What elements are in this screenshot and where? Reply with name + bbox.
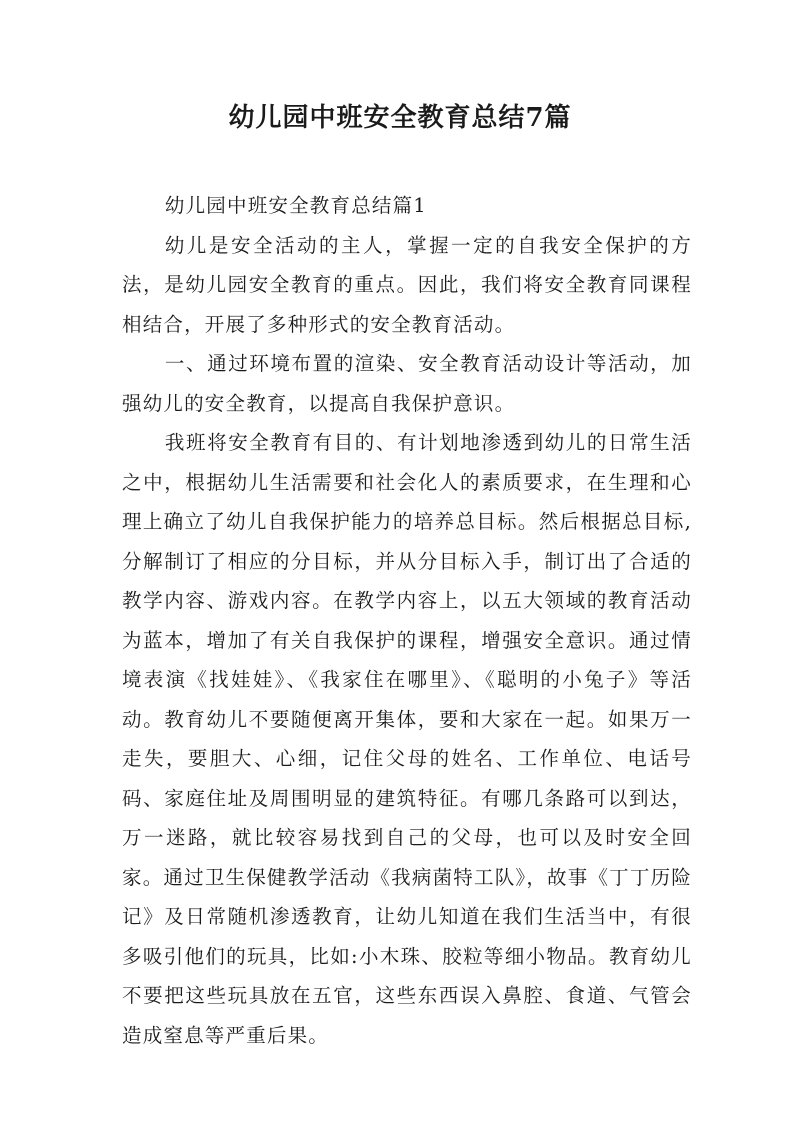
paragraph: 一、通过环境布置的渲染、安全教育活动设计等活动，加强幼儿的安全教育，以提高自我保护意识。 bbox=[122, 352, 692, 415]
document-title: 幼儿园中班安全教育总结7篇 bbox=[228, 103, 572, 133]
paragraph: 幼儿是安全活动的主人，掌握一定的自我安全保护的方法，是幼儿园安全教育的重点。因此，我们将安全教育同课程相结合，开展了多种形式的安全教育活动。 bbox=[122, 233, 692, 336]
paragraph: 我班将安全教育有目的、有计划地渗透到幼儿的日常生活之中，根据幼儿生活需要和社会化人的素质要求，在生理和心理上确立了幼儿自我保护能力的培养总目标。然后根据总目标,分解制订了相应的分目标，并从分目标入手，制订出了合适的教学内容、游戏内容。在教学内容上，以五大领域的教育活动为蓝本，增加了有关自我保护的课程，增强安全意识。通过情境表演《找娃娃》、《我家住在哪里》、《聪明的小兔子》等活动。教育幼儿不要随便离开集体，要和大家在一起。如果万一走失，要胆大、心细，记住父母的姓名、工作单位、电话号码、家庭住址及周围明显的建筑特征。有哪几条路可以到达，万一迷路，就比较容易找到自己的父母，也可以及时安全回家。通过卫生保健教学活动《我病菌特工队》，故事《丁丁历险记》及日常随机渗透教育，让幼儿知道在我们生活当中，有很多吸引他们的玩具，比如:小木珠、胶粒等细小物品。教育幼儿不要把这些玩具放在五官，这些东西误入鼻腔、食道、气管会造成窒息等严重后果。 bbox=[122, 431, 692, 1047]
section-heading: 幼儿园中班安全教育总结篇1 bbox=[164, 194, 427, 217]
document-body bbox=[122, 186, 692, 1055]
